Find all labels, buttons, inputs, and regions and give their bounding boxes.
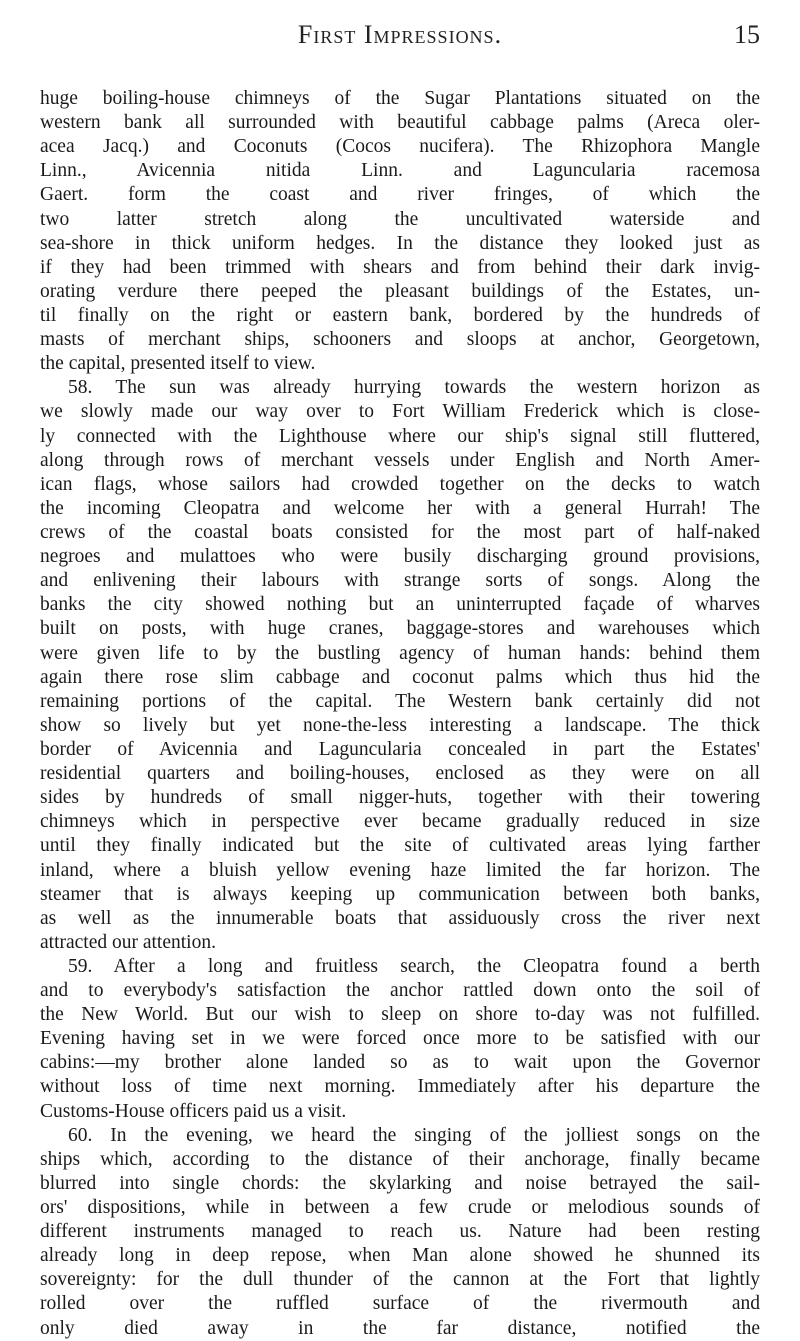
text-line: until they finally indicated but the site of cultivated areas lying farther xyxy=(40,835,760,857)
text-line: already long in deep repose, when Man alone showed he shunned its xyxy=(40,1245,760,1267)
text-line: two latter stretch along the uncultivated waterside and xyxy=(40,208,760,230)
text-line: remaining portions of the capital. The Western bank certainly did not xyxy=(40,690,760,712)
text-line: attracted our attention. xyxy=(40,931,216,953)
text-line: along through rows of merchant vessels under English and North Amer- xyxy=(40,449,760,471)
text-line: we slowly made our way over to Fort William Frederick which is close- xyxy=(40,401,760,423)
body-text xyxy=(40,87,760,1341)
text-line: were given life to by the bustling agency of human hands: behind them xyxy=(40,642,760,664)
text-line: as well as the innumerable boats that assiduously cross the river next xyxy=(40,907,760,929)
paragraph-58-start: 58. The sun was already hurrying towards the western horizon as xyxy=(68,377,760,399)
text-line: show so lively but yet none-the-less interesting a landscape. The thick xyxy=(40,714,760,736)
running-head xyxy=(40,20,760,60)
text-line: if they had been trimmed with shears and from behind their dark invig- xyxy=(40,256,760,278)
text-line: chimneys which in perspective ever became gradually reduced in size xyxy=(40,811,760,833)
text-line: steamer that is always keeping up communication between both banks, xyxy=(40,883,760,905)
text-line: ships which, according to the distance of their anchorage, finally became xyxy=(40,1148,760,1170)
text-line: Customs-House officers paid us a visit. xyxy=(40,1100,347,1122)
text-line: negroes and mulattoes who were busily discharging ground provisions, xyxy=(40,546,760,568)
text-line: crews of the coastal boats consisted for the most part of half-naked xyxy=(40,521,760,543)
text-line: border of Avicennia and Laguncularia concealed in part the Estates' xyxy=(40,738,760,760)
running-title: First Impressions. xyxy=(297,20,503,49)
text-line: Evening having set in we were forced once more to be satisfied with our xyxy=(40,1028,760,1050)
text-line: cabins:—my brother alone landed so as to wait upon the Governor xyxy=(40,1052,760,1074)
text-line: built on posts, with huge cranes, baggage-stores and warehouses which xyxy=(40,618,760,640)
text-line: sides by hundreds of small nigger-huts, together with their towering xyxy=(40,787,760,809)
text-line: Linn., Avicennia nitida Linn. and Laguncularia racemosa xyxy=(40,160,760,182)
text-line: inland, where a bluish yellow evening haze limited the far horizon. The xyxy=(40,859,760,881)
text-line: ors' dispositions, while in between a few crude or melodious sounds of xyxy=(40,1197,760,1219)
text-line: blurred into single chords: the skylarking and noise betrayed the sail- xyxy=(40,1172,760,1194)
text-line: acea Jacq.) and Coconuts (Cocos nucifera). The Rhizophora Mangle xyxy=(40,136,760,158)
text-line: the incoming Cleopatra and welcome her with a general Hurrah! The xyxy=(40,497,760,519)
text-line: only died away in the far distance, notified the xyxy=(40,1317,760,1339)
text-line: and to everybody's satisfaction the anchor rattled down onto the soil of xyxy=(40,980,760,1002)
text-line: western bank all surrounded with beautiful cabbage palms (Areca oler- xyxy=(40,112,760,134)
text-line: masts of merchant ships, schooners and sloops at anchor, Georgetown, xyxy=(40,329,760,351)
text-line: ican flags, whose sailors had crowded together on the decks to watch xyxy=(40,473,760,495)
text-line: til finally on the right or eastern bank, bordered by the hundreds of xyxy=(40,304,760,326)
text-line: and enlivening their labours with strange sorts of songs. Along the xyxy=(40,570,760,592)
text-line: Gaert. form the coast and river fringes, of which the xyxy=(40,184,760,206)
text-line: sovereignty: for the dull thunder of the cannon at the Fort that lightly xyxy=(40,1269,760,1291)
text-line: banks the city showed nothing but an uninterrupted façade of wharves xyxy=(40,594,760,616)
text-line: orating verdure there peeped the pleasant buildings of the Estates, un- xyxy=(40,280,760,302)
paragraph-59-start: 59. After a long and fruitless search, the Cleopatra found a berth xyxy=(68,955,760,977)
text-line: residential quarters and boiling-houses, enclosed as they were on all xyxy=(40,763,760,785)
text-line: huge boiling-house chimneys of the Sugar Plantations situated on the xyxy=(40,88,760,109)
text-line: sea-shore in thick uniform hedges. In the distance they looked just as xyxy=(40,232,760,254)
text-line: the capital, presented itself to view. xyxy=(40,353,316,375)
text-line: without loss of time next morning. Immediately after his departure the xyxy=(40,1076,760,1098)
text-line: different instruments managed to reach us. Nature had been resting xyxy=(40,1221,760,1243)
text-line: the New World. But our wish to sleep on shore to-day was not fulfilled. xyxy=(40,1004,760,1026)
paragraph-60-start: 60. In the evening, we heard the singing of the jolliest songs on the xyxy=(68,1124,760,1146)
text-line: rolled over the ruffled surface of the rivermouth and xyxy=(40,1293,760,1315)
text-line: again there rose slim cabbage and coconut palms which thus hid the xyxy=(40,666,760,688)
page-number: 15 xyxy=(734,20,760,49)
text-line: ly connected with the Lighthouse where our ship's signal still fluttered, xyxy=(40,425,760,447)
